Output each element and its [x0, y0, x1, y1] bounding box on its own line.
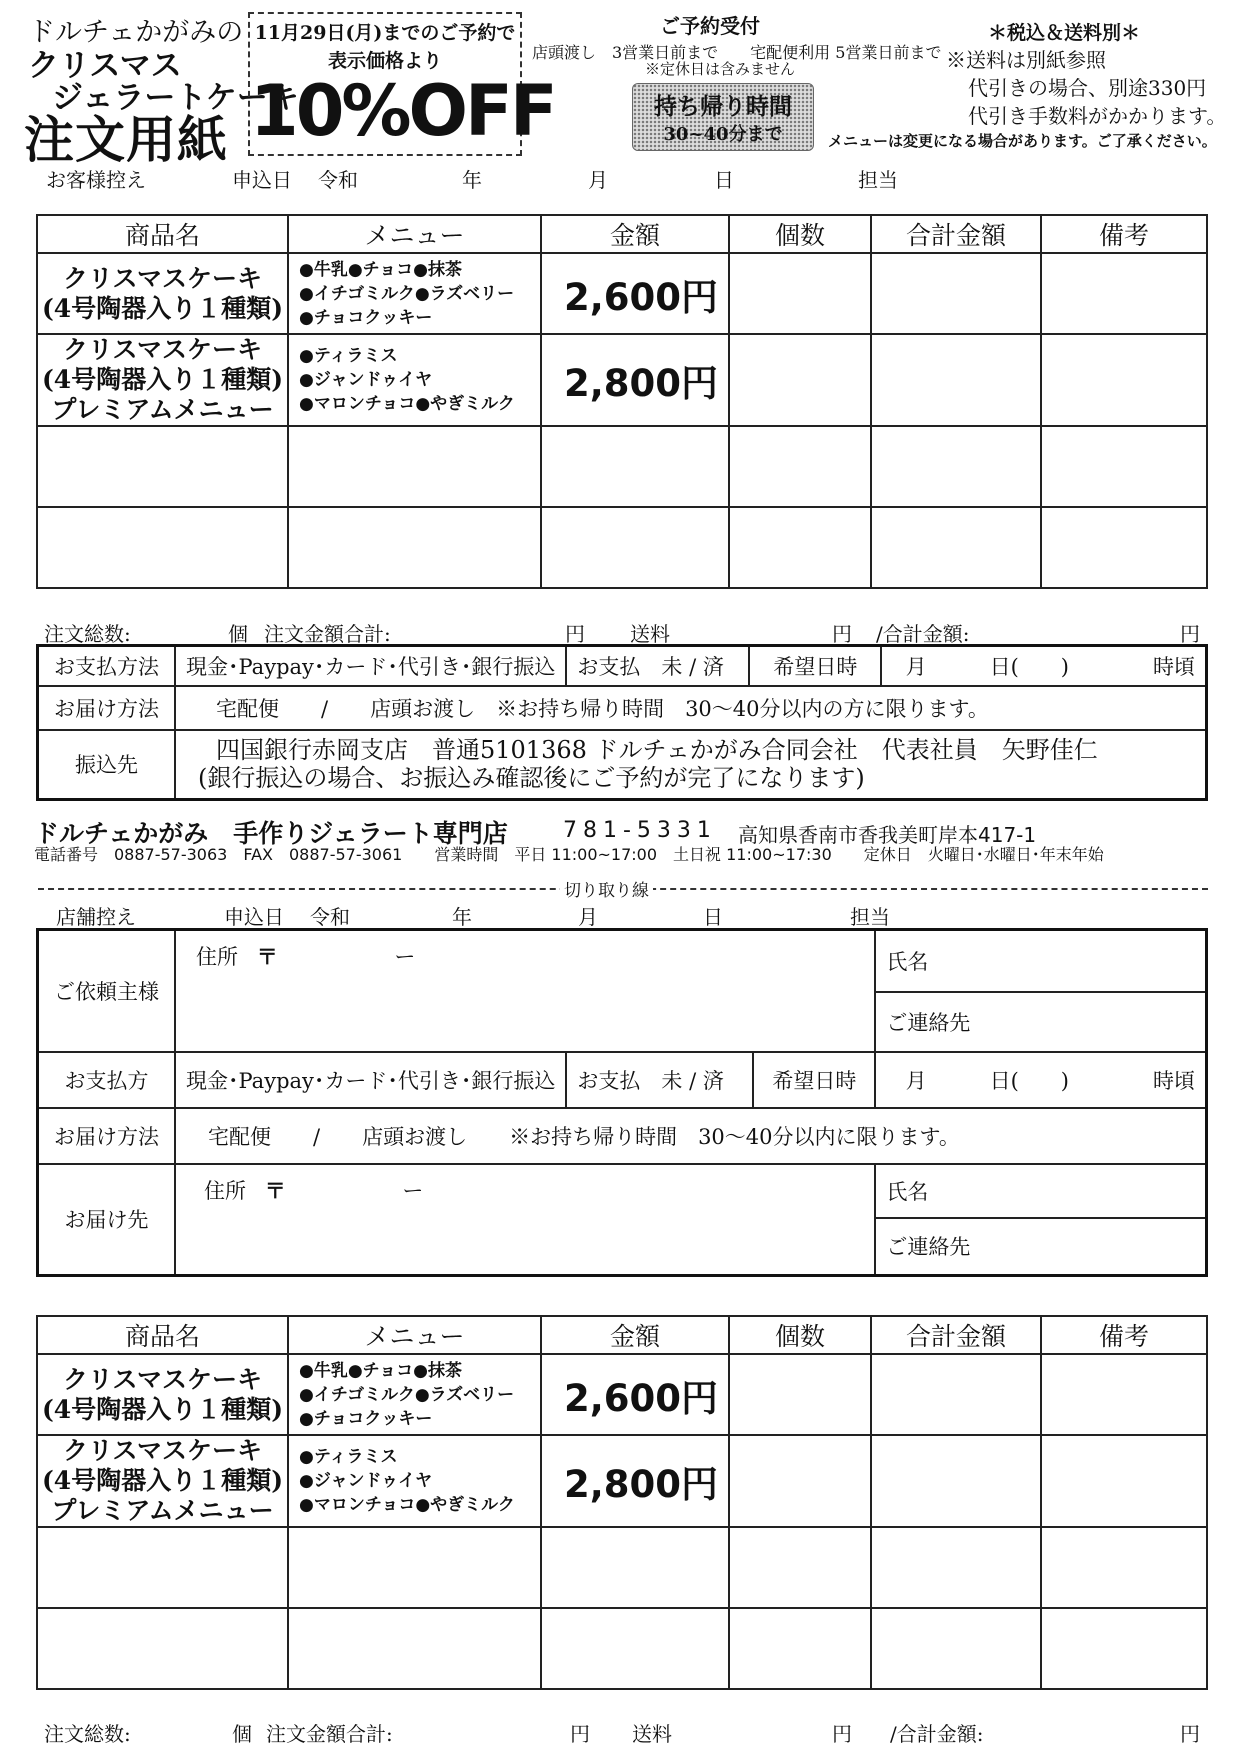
- empty-cell[interactable]: [541, 426, 729, 507]
- shop-name-small: ドルチェかがみの: [28, 17, 244, 48]
- product-price: 2,600円: [541, 253, 729, 334]
- recipient-address-field[interactable]: [175, 1164, 875, 1276]
- col-qty: 個数: [729, 1316, 871, 1354]
- era-label: 令和: [318, 168, 358, 192]
- yen-label: 円: [565, 622, 585, 646]
- yen-label: 円: [832, 1722, 852, 1746]
- table-row: [37, 1435, 1207, 1527]
- empty-cell[interactable]: [37, 1527, 288, 1608]
- product-menu: ●ティラミス ●ジャンドゥイヤ ●マロンチョコ●やぎミルク: [288, 1435, 541, 1527]
- pay-options[interactable]: 現金･Paypay･カード･代引き･銀行振込: [175, 1052, 566, 1108]
- product-table-store: [36, 1315, 1208, 1690]
- yen-label: 円: [570, 1722, 590, 1746]
- desired-date-label: 希望日時: [749, 646, 881, 686]
- shop-address: 高知県香南市香我美町岸本417-1: [738, 823, 1037, 847]
- contact-label: ご連絡先: [886, 1010, 971, 1035]
- requester-address-field[interactable]: [175, 930, 875, 1052]
- subtotal-field[interactable]: [871, 1435, 1041, 1527]
- empty-cell[interactable]: [871, 507, 1041, 588]
- cut-line-label: 切り取り線: [560, 876, 653, 901]
- product-price: 2,800円: [541, 334, 729, 426]
- product-name: クリスマスケーキ (4号陶器入り１種類) プレミアムメニュー: [37, 334, 288, 426]
- order-count-label: 注文総数:: [44, 622, 131, 646]
- qty-field[interactable]: [729, 253, 871, 334]
- reception-title: ご予約受付: [660, 14, 760, 38]
- year-label: 年: [462, 168, 482, 192]
- col-price: 金額: [541, 215, 729, 253]
- delivery-method-label: お届け方法: [38, 686, 176, 730]
- shop-postal: 781-5331: [563, 818, 717, 843]
- requester-name-field[interactable]: [875, 930, 1206, 992]
- staff-label: 担当: [850, 905, 890, 929]
- subtotal-field[interactable]: [871, 253, 1041, 334]
- yen-label: 円: [832, 622, 852, 646]
- col-subtotal: 合計金額: [871, 1316, 1041, 1354]
- bank-account: 四国銀行赤岡支店 普通5101368 ドルチェかがみ合同会社 代表社員 矢野佳仁: [216, 736, 1098, 765]
- empty-cell[interactable]: [871, 1527, 1041, 1608]
- empty-cell[interactable]: [37, 426, 288, 507]
- product-name: クリスマスケーキ (4号陶器入り１種類) プレミアムメニュー: [37, 1435, 288, 1527]
- empty-cell[interactable]: [1041, 1608, 1207, 1689]
- postal-dash: ー: [402, 1178, 424, 1203]
- pickup-title: 持ち帰り時間: [654, 93, 792, 120]
- empty-cell[interactable]: [541, 1608, 729, 1689]
- store-copy-label: 店舗控え: [56, 905, 136, 929]
- empty-cell[interactable]: [729, 426, 871, 507]
- shop-contact: 電話番号 0887-57-3063 FAX 0887-57-3061 営業時間 平日 11:00~17:00 土日祝 11:00~17:30 定休日 火曜日･水曜日･年末年始: [34, 845, 1104, 864]
- recipient-name-field[interactable]: [875, 1164, 1206, 1218]
- qty-field[interactable]: [729, 1354, 871, 1435]
- empty-cell[interactable]: [1041, 507, 1207, 588]
- tax-note-2: 代引きの場合、別途330円: [968, 76, 1207, 100]
- empty-cell[interactable]: [37, 507, 288, 588]
- delivery-options[interactable]: 宅配便 / 店頭お渡し ※お持ち帰り時間 30～40分以内に限ります。: [175, 1108, 1207, 1164]
- col-menu: メニュー: [288, 1316, 541, 1354]
- col-subtotal: 合計金額: [871, 215, 1041, 253]
- tax-title: ＊税込＆送料別＊: [988, 22, 1141, 44]
- day-label: 日: [703, 905, 723, 929]
- pickup-time-badge: [632, 83, 814, 151]
- postal-dash: ー: [394, 945, 416, 969]
- month-label: 月: [578, 905, 598, 929]
- contact-label: ご連絡先: [886, 1235, 971, 1260]
- shipping-label: 送料: [632, 1722, 672, 1746]
- empty-cell[interactable]: [729, 1608, 871, 1689]
- empty-cell[interactable]: [541, 1527, 729, 1608]
- empty-cell[interactable]: [729, 1527, 871, 1608]
- grand-total-label: /合計金額:: [876, 622, 970, 646]
- delivery-method-label: お届け方法: [38, 1108, 176, 1164]
- postal-mark: 〒: [256, 944, 278, 969]
- empty-cell[interactable]: [871, 1608, 1041, 1689]
- table-row: [37, 334, 1207, 426]
- yen-label: 円: [1180, 1722, 1200, 1746]
- requester-label: ご依頼主様: [38, 930, 176, 1052]
- qty-field[interactable]: [729, 1435, 871, 1527]
- pay-method-label: お支払方: [38, 1052, 176, 1108]
- pay-method-label: お支払方法: [38, 646, 176, 686]
- desired-date-field[interactable]: 月 日( ) 時頃: [875, 1052, 1206, 1108]
- address-label: 住所: [196, 945, 238, 969]
- pickup-time: 30~40分まで: [663, 124, 783, 145]
- subtotal-field[interactable]: [871, 1354, 1041, 1435]
- empty-cell[interactable]: [871, 426, 1041, 507]
- subtotal-field[interactable]: [871, 334, 1041, 426]
- empty-cell[interactable]: [1041, 426, 1207, 507]
- notes-field[interactable]: [1041, 1354, 1207, 1435]
- reception-deadlines: 店頭渡し 3営業日前まで 宅配便利用 5営業日前まで: [532, 43, 942, 62]
- promo-box: [248, 12, 555, 156]
- table-row: [37, 1608, 1207, 1689]
- pieces-label: 個: [228, 622, 248, 646]
- year-label: 年: [452, 905, 472, 929]
- order-count-label: 注文総数:: [44, 1722, 131, 1746]
- promo-note: 表示価格より: [327, 50, 442, 72]
- empty-cell[interactable]: [729, 507, 871, 588]
- table-row: [37, 426, 1207, 507]
- era-label: 令和: [310, 905, 350, 929]
- store-form-table: [36, 928, 1208, 1277]
- product-menu: ●牛乳●チョコ●抹茶 ●イチゴミルク●ラズベリー ●チョコクッキー: [288, 1354, 541, 1435]
- title-gelato-cake: ジェラートケーキ: [52, 80, 299, 116]
- recipient-label: お届け先: [38, 1164, 176, 1276]
- promo-discount: 10%OFF: [250, 70, 555, 152]
- bank-label: 振込先: [38, 730, 176, 800]
- name-label: 氏名: [886, 1179, 929, 1204]
- staff-label: 担当: [858, 168, 898, 192]
- day-label: 日: [714, 168, 734, 192]
- payment-table: [36, 644, 1208, 801]
- product-name: クリスマスケーキ (4号陶器入り１種類): [37, 1354, 288, 1435]
- title-christmas: クリスマス: [28, 48, 182, 84]
- product-table: [36, 214, 1208, 589]
- address-label: 住所: [204, 1178, 246, 1203]
- delivery-options[interactable]: 宅配便 / 店頭お渡し ※お持ち帰り時間 30～40分以内の方に限ります。: [175, 686, 1207, 730]
- applied-date-label: 申込日: [232, 168, 292, 192]
- applied-date-label: 申込日: [224, 905, 284, 929]
- table-row: [37, 507, 1207, 588]
- desired-date-label: 希望日時: [753, 1052, 875, 1108]
- col-product: 商品名: [37, 1316, 288, 1354]
- notes-field[interactable]: [1041, 334, 1207, 426]
- menu-change-note: メニューは変更になる場合があります。ご了承ください。: [828, 132, 1217, 150]
- empty-cell[interactable]: [288, 1527, 541, 1608]
- product-menu: ●ティラミス ●ジャンドゥイヤ ●マロンチョコ●やぎミルク: [288, 334, 541, 426]
- table-row: [37, 253, 1207, 334]
- desired-date-field[interactable]: 月 日( ) 時頃: [881, 646, 1206, 686]
- empty-cell[interactable]: [288, 426, 541, 507]
- grand-total-label: /合計金額:: [890, 1722, 984, 1746]
- month-label: 月: [588, 168, 608, 192]
- product-name: クリスマスケーキ (4号陶器入り１種類): [37, 253, 288, 334]
- tax-note-1: ※送料は別紙参照: [946, 48, 1106, 72]
- reception-holiday-note: ※定休日は含みません: [645, 60, 796, 78]
- bank-info: [175, 730, 1207, 800]
- col-product: 商品名: [37, 215, 288, 253]
- bank-note: (銀行振込の場合、お振込み確認後にご予約が完了になります): [198, 764, 865, 793]
- shop-name: ドルチェかがみ 手作りジェラート専門店: [34, 819, 508, 848]
- product-price: 2,800円: [541, 1435, 729, 1527]
- table-row: [37, 1354, 1207, 1435]
- col-notes: 備考: [1041, 1316, 1207, 1354]
- pay-options[interactable]: 現金･Paypay･カード･代引き･銀行振込: [175, 646, 566, 686]
- empty-cell[interactable]: [1041, 1527, 1207, 1608]
- col-qty: 個数: [729, 215, 871, 253]
- product-price: 2,600円: [541, 1354, 729, 1435]
- col-menu: メニュー: [288, 215, 541, 253]
- recipient-contact-field[interactable]: [875, 1218, 1206, 1276]
- empty-cell[interactable]: [541, 507, 729, 588]
- notes-field[interactable]: [1041, 253, 1207, 334]
- product-menu: ●牛乳●チョコ●抹茶 ●イチゴミルク●ラズベリー ●チョコクッキー: [288, 253, 541, 334]
- order-sum-label: 注文金額合計:: [264, 622, 391, 646]
- pieces-label: 個: [232, 1722, 252, 1746]
- page-title: 注文用紙: [24, 110, 228, 169]
- pay-status[interactable]: お支払 未 / 済: [566, 646, 749, 686]
- col-price: 金額: [541, 1316, 729, 1354]
- tax-note-3: 代引き手数料がかかります。: [968, 104, 1227, 128]
- order-sum-label: 注文金額合計:: [266, 1722, 393, 1746]
- promo-deadline: 11月29日(月)までのご予約で: [254, 22, 516, 44]
- name-label: 氏名: [886, 949, 929, 974]
- yen-label: 円: [1180, 622, 1200, 646]
- requester-contact-field[interactable]: [875, 992, 1206, 1052]
- empty-cell[interactable]: [37, 1608, 288, 1689]
- shipping-label: 送料: [630, 622, 670, 646]
- empty-cell[interactable]: [288, 507, 541, 588]
- table-row: [37, 1527, 1207, 1608]
- col-notes: 備考: [1041, 215, 1207, 253]
- empty-cell[interactable]: [288, 1608, 541, 1689]
- notes-field[interactable]: [1041, 1435, 1207, 1527]
- pay-status[interactable]: お支払 未 / 済: [566, 1052, 753, 1108]
- qty-field[interactable]: [729, 334, 871, 426]
- customer-copy-label: お客様控え: [46, 168, 146, 192]
- postal-mark: 〒: [264, 1177, 286, 1203]
